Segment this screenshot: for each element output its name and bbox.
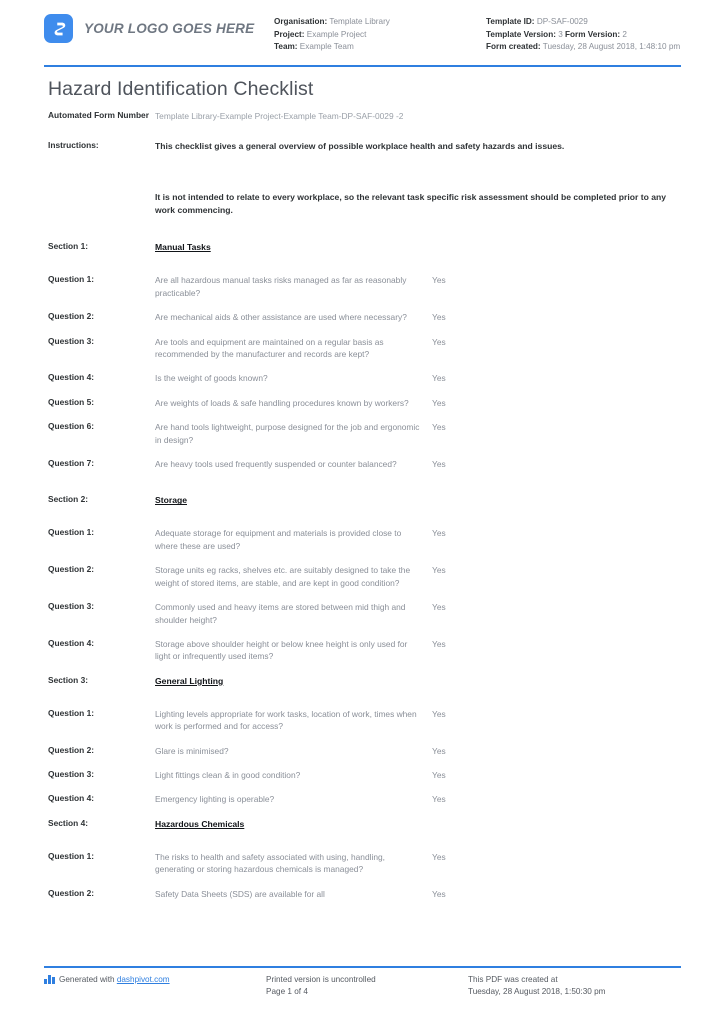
question-row [44,851,682,876]
question-text: Are tools and equipment are maintained on a regular basis as recommended by the manufacturer and records are kept? [155,336,384,360]
question-row [44,527,682,552]
question-label: Question 5: [48,396,95,407]
question-answer: Yes [432,851,446,862]
instructions-row-1 [44,140,682,153]
section-3-label: Section 3: [48,674,89,685]
question-answer: Yes [432,336,446,347]
automated-form-number-value: Template Library-Example Project-Example Team-DP-SAF-0029 -2 [155,111,404,121]
logo-text: YOUR LOGO GOES HERE [84,21,255,36]
meta-versions [486,29,682,42]
bar-chart-icon [44,975,55,984]
instructions-paragraph-1: This checklist gives a general overview of possible workplace health and safety hazards and issues. [155,141,565,152]
question-text: Emergency lighting is operable? [155,794,275,805]
section-header-3 [44,675,682,687]
question-answer: Yes [432,422,446,433]
question-row [44,601,682,626]
question-answer: Yes [432,275,446,286]
question-row [44,372,682,384]
question-label: Question 2: [48,744,95,755]
question-text: Lighting levels appropriate for work tasks, location of work, times when work is performed and for access? [155,708,417,732]
section-3-name: General Lighting [155,675,224,686]
question-label: Question 3: [48,601,95,612]
question-label: Question 6: [48,421,95,432]
meta-organisation [274,16,486,29]
document-header [44,0,682,60]
question-text: Is the weight of goods known? [155,373,268,384]
meta-form-created-label: Form created: [486,42,541,52]
question-text: The risks to health and safety associated with using, handling, generating or storing hazardous chemicals is managed? [155,851,385,875]
question-text: Safety Data Sheets (SDS) are available for all [155,888,325,899]
question-text: Commonly used and heavy items are stored between mid thigh and shoulder height? [155,602,406,625]
footer-created-timestamp: Tuesday, 28 August 2018, 1:50:30 pm [468,987,606,997]
meta-template-id [486,16,682,29]
automated-form-number-label: Automated Form Number [48,110,149,120]
footer-printed-info [266,974,468,999]
meta-team [274,41,486,54]
meta-project [274,29,486,42]
section-2-name: Storage [155,495,187,506]
section-4-label: Section 4: [48,817,89,828]
question-answer: Yes [432,602,446,613]
question-answer: Yes [432,638,446,649]
automated-form-number-row [44,110,682,122]
question-text: Light fittings clean & in good condition? [155,769,301,780]
question-row [44,793,682,805]
section-1-label: Section 1: [48,241,89,252]
question-label: Question 2: [48,564,95,575]
question-text: Adequate storage for equipment and materials is provided close to where these are used? [155,528,402,551]
question-text: Storage units eg racks, shelves etc. are suitably designed to take the weight of stored items, are stable, and are kept in good condition? [155,565,411,588]
meta-organisation-label: Organisation: [274,17,328,26]
question-answer: Yes [432,794,446,805]
section-header-4 [44,818,682,830]
section-2-label: Section 2: [48,494,89,505]
instructions-label: Instructions: [48,140,99,151]
header-meta-right [486,14,682,54]
question-answer: Yes [432,708,446,719]
question-answer: Yes [432,459,446,470]
question-answer: Yes [432,565,446,576]
meta-team-value: Example Team [299,42,354,52]
question-row [44,274,682,299]
question-label: Question 4: [48,372,95,383]
logo-block [44,14,274,43]
meta-form-created [486,41,682,54]
question-text: Are mechanical aids & other assistance are used where necessary? [155,312,407,323]
meta-form-version-label: Form Version: [565,29,621,39]
question-text: Storage above shoulder height or below knee height is only used for light or infrequently used items? [155,638,408,662]
question-text: Are all hazardous manual tasks risks managed as far as reasonably practicable? [155,275,407,298]
question-row [44,564,682,589]
meta-team-label: Team: [274,42,298,52]
meta-template-id-label: Template ID: [486,17,535,26]
footer-created-info [468,974,682,999]
document-footer [44,966,682,999]
meta-template-version-value: 3 [558,29,563,39]
question-row [44,769,682,781]
question-text: Are heavy tools used frequently suspended or counter balanced? [155,459,397,470]
meta-form-version-value: 2 [622,29,627,39]
question-row [44,458,682,470]
question-row [44,708,682,733]
meta-organisation-value: Template Library [329,17,390,26]
meta-template-id-value: DP-SAF-0029 [536,17,588,26]
footer-columns [44,974,682,999]
section-header-2 [44,494,682,506]
question-answer: Yes [432,888,446,899]
question-answer: Yes [432,312,446,323]
footer-generated-prefix: Generated with [59,975,117,984]
question-label: Question 1: [48,707,95,718]
question-answer: Yes [432,528,446,539]
meta-template-version-label: Template Version: [486,29,556,39]
question-label: Question 4: [48,637,95,648]
question-answer: Yes [432,397,446,408]
question-text: Glare is minimised? [155,745,229,756]
meta-project-value: Example Project [306,29,367,39]
question-answer: Yes [432,769,446,780]
question-label: Question 1: [48,527,95,538]
section-4-name: Hazardous Chemicals [155,818,245,829]
question-row [44,745,682,757]
question-row [44,421,682,446]
question-row [44,888,682,900]
question-label: Question 2: [48,887,95,898]
footer-printed-line1: Printed version is uncontrolled [266,975,376,984]
question-label: Question 7: [48,458,95,469]
question-label: Question 1: [48,850,95,861]
question-label: Question 2: [48,311,95,322]
question-label: Question 3: [48,768,95,779]
page-title: Hazard Identification Checklist [48,78,314,100]
header-meta-left [274,14,486,54]
question-row [44,336,682,361]
dashpivot-link[interactable]: dashpivot.com [116,975,170,984]
meta-project-label: Project: [274,29,305,39]
question-row [44,638,682,663]
question-row [44,311,682,323]
question-answer: Yes [432,373,446,384]
company-logo-icon [44,14,73,43]
section-header-1 [44,241,682,253]
question-row [44,397,682,409]
question-text: Are hand tools lightweight, purpose designed for the job and ergonomic in design? [155,422,420,445]
footer-page-number: Page 1 of 4 [266,987,308,997]
section-1-name: Manual Tasks [155,242,211,253]
instructions-paragraph-2: It is not intended to relate to every workplace, so the relevant task specific risk assessment should be completed prior to any work commencing. [155,192,667,216]
meta-form-created-value: Tuesday, 28 August 2018, 1:48:10 pm [542,42,681,52]
question-label: Question 1: [48,274,95,285]
question-text: Are weights of loads & safe handling procedures known by workers? [155,397,409,408]
question-answer: Yes [432,745,446,756]
question-label: Question 3: [48,335,95,346]
document-content [44,0,682,900]
footer-divider [44,966,681,968]
header-divider [44,65,681,67]
footer-created-line1: This PDF was created at [468,975,558,984]
instructions-row-2 [44,191,682,217]
question-label: Question 4: [48,793,95,804]
footer-generated-with [44,974,266,999]
